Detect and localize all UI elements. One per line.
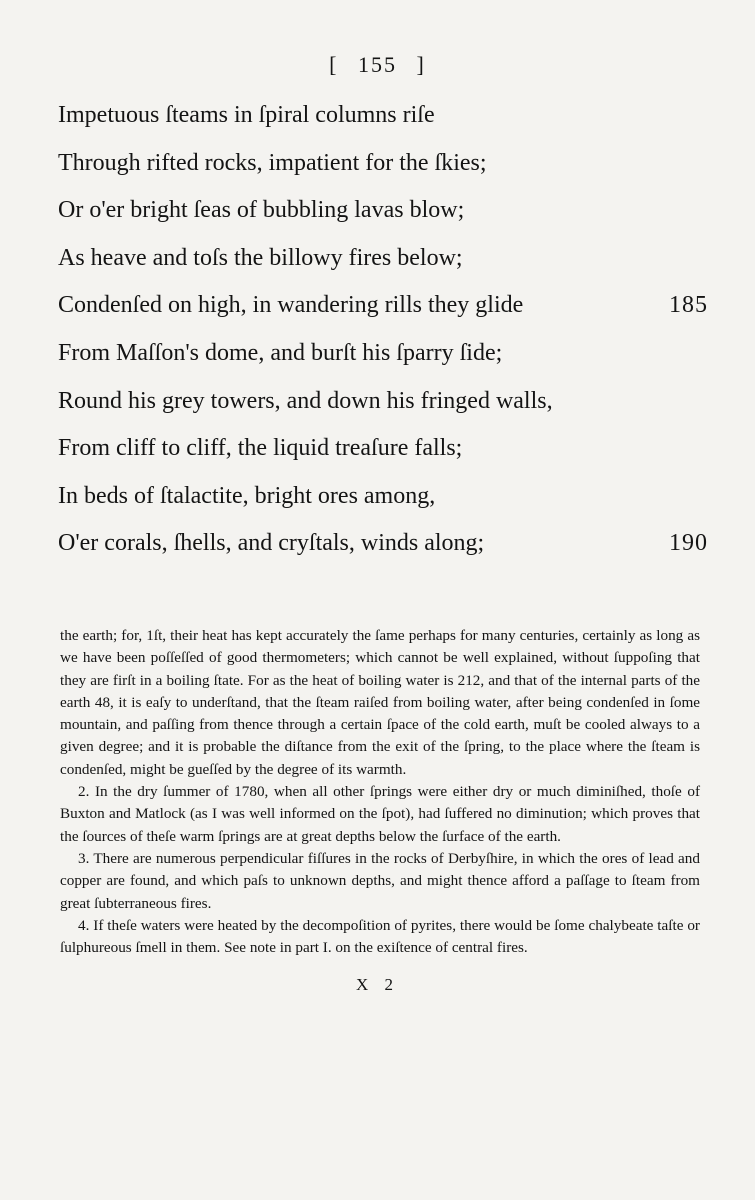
verse-block (58, 92, 708, 568)
verse-line (58, 520, 708, 568)
verse-text: As heave and toſs the billowy fires below; (58, 244, 463, 271)
line-number: 190 (669, 530, 708, 557)
verse-line (58, 330, 708, 378)
verse-text: Through rifted rocks, impatient for the ſkies; (58, 149, 487, 176)
verse-text: From Maſſon's dome, and burſt his ſparry ſide; (58, 339, 503, 366)
verse-text: Or o'er bright ſeas of bubbling lavas blow; (58, 197, 465, 224)
page-number: 155 (358, 52, 397, 77)
verse-line (58, 425, 708, 473)
verse-line (58, 140, 708, 188)
verse-text: O'er corals, ſhells, and cryſtals, winds along; (58, 530, 485, 557)
footnote-block (60, 625, 700, 959)
footnote-paragraph: 2. In the dry ſummer of 1780, when all other ſprings were either dry or much diminiſhed, thoſe of Buxton and Matlock (as I was well informed on the ſpot), had ſuffered no diminution; which proves that the ſources of theſe warm ſprings are at great depths below the ſurface of the earth. (60, 783, 700, 845)
verse-line (58, 187, 708, 235)
footnote-paragraph: 4. If theſe waters were heated by the decompoſition of pyrites, there would be ſome chalybeate taſte or ſulphureous ſmell in them. See note in part I. on the exiſtence of central fires. (60, 916, 700, 957)
verse-line (58, 92, 708, 140)
verse-line (58, 378, 708, 426)
verse-text: Condenſed on high, in wandering rills they glide (58, 292, 524, 319)
verse-line (58, 473, 708, 521)
verse-line (58, 235, 708, 283)
header-bracket-open: [ (329, 52, 339, 77)
signature-mark: X 2 (355, 975, 400, 994)
verse-text: From cliff to cliff, the liquid treaſure falls; (58, 435, 463, 462)
footnote-paragraph: 3. There are numerous perpendicular fiſſures in the rocks of Derbyſhire, in which the ores of lead and copper are found, and which paſs to unknown depths, and might thence afford a paſſage to ſteam from great ſubterraneous fires. (60, 849, 700, 912)
footnote-paragraph: the earth; for, 1ſt, their heat has kept accurately the ſame perhaps for many centuries, certainly as long as we have been poſſeſſed of good thermometers; which cannot be well explained, without ſuppoſing that they are firſt in a boiling ſtate. For as the heat of boiling water is 212, and that of the internal parts of the earth 48, it is eaſy to underſtand, that the ſteam raiſed from boiling water, after being condenſed in ſome mountain, and paſſing from thence through a certain ſpace of the cold earth, muſt be cooled always to a given degree; and it is probable the diſtance from the exit of the ſpring, to the place where the ſteam is condenſed, might be gueſſed by the degree of its warmth. (60, 627, 700, 778)
header-bracket-close: ] (416, 52, 426, 77)
verse-text: Impetuous ſteams in ſpiral columns riſe (58, 102, 435, 128)
verse-text: In beds of ſtalactite, bright ores among, (58, 482, 436, 509)
verse-text: Round his grey towers, and down his fringed walls, (58, 387, 553, 414)
page-header (0, 52, 755, 78)
verse-line (58, 282, 708, 330)
line-number: 185 (669, 292, 708, 319)
